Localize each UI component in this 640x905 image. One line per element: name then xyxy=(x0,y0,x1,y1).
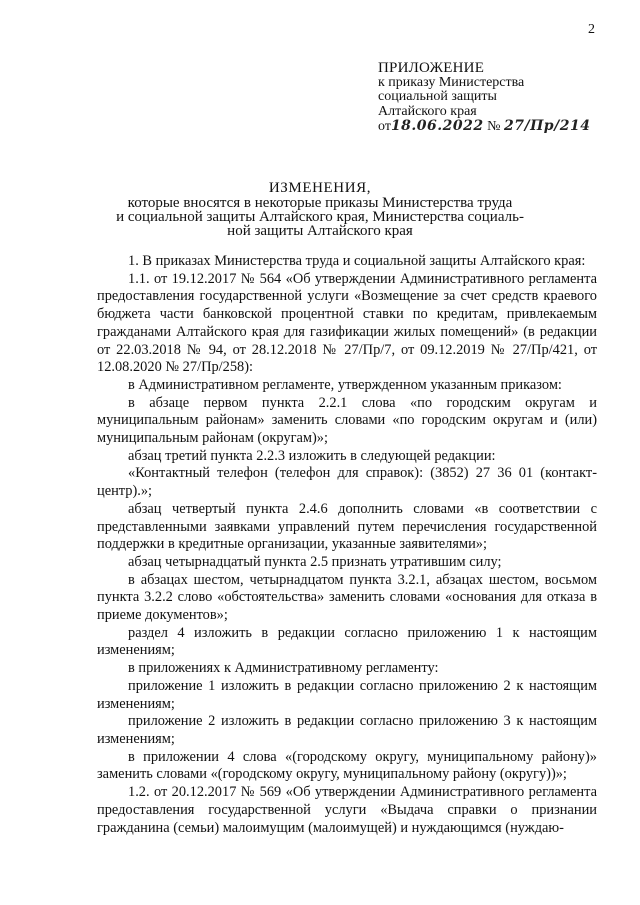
paragraph: 1.1. от 19.12.2017 № 564 «Об утверждении Административного регламента предоставления государственной услуги «Возмещение за счет средств краевого бюджета части банковской процентной ставки по кредитам, привлекаемым гражданами Алтайского края для газификации жилых помещений» (в редакции от 22.03.2018 № 94, от 28.12.2018 № 27/Пр/7, от 09.12.2019 № 27/Пр/421, от 12.08.2020 № 27/Пр/258): xyxy=(97,270,597,376)
appendix-date-line xyxy=(378,119,618,135)
title-line-1: ИЗМЕНЕНИЯ, xyxy=(268,180,372,196)
title-line-3: и социальной защиты Алтайского края, Министерства социаль- xyxy=(116,209,524,225)
appendix-block xyxy=(378,61,618,135)
number-prefix: № xyxy=(487,119,501,134)
page-number: 2 xyxy=(588,22,595,37)
title-line-4: ной защиты Алтайского края xyxy=(227,223,413,239)
handwritten-number: 27/Пр/214 xyxy=(503,118,591,134)
document-body xyxy=(97,253,597,837)
paragraph: в абзацах шестом, четырнадцатом пункта 3.2.1, абзацах шестом, восьмом пункта 3.2.2 слово «обстоятельства» заменить словами «основания для отказа в приеме документов»; xyxy=(97,571,597,624)
title-line-2: которые вносятся в некоторые приказы Министерства труда xyxy=(127,195,513,211)
handwritten-date: 18.06.2022 xyxy=(390,118,484,134)
paragraph: 1.2. от 20.12.2017 № 569 «Об утверждении Административного регламента предоставления государственной услуги «Выдача справки о признании гражданина (семьи) малоимущим (малоимущей) и нуждающимся (нуждаю- xyxy=(97,784,597,836)
paragraph: 1. В приказах Министерства труда и социальной защиты Алтайского края: xyxy=(128,253,586,269)
appendix-heading: ПРИЛОЖЕНИЕ xyxy=(378,60,485,76)
paragraph: абзац четырнадцатый пункта 2.5 признать утратившим силу; xyxy=(128,553,502,570)
paragraph: в абзаце первом пункта 2.2.1 слова «по городским округам и муниципальным районам» заменить словами «по городским округам и (или) муниципальным районам (округам)»; xyxy=(97,394,597,447)
appendix-line-3: Алтайского края xyxy=(378,103,477,119)
paragraph: «Контактный телефон (телефон для справок): (3852) 27 36 01 (контакт-центр).»; xyxy=(97,465,597,500)
paragraph: в приложениях к Административному регламенту: xyxy=(128,660,439,677)
appendix-line-1: к приказу Министерства xyxy=(378,74,525,90)
paragraph: в приложении 4 слова «(городскому округу, муниципальному району)» заменить словами «(городскому округу, муниципальному району (округу))»; xyxy=(97,748,597,783)
appendix-line-2: социальной защиты xyxy=(378,89,497,104)
document-title xyxy=(100,181,540,238)
paragraph: абзац третий пункта 2.2.3 изложить в следующей редакции: xyxy=(128,447,496,464)
paragraph: приложение 2 изложить в редакции согласно приложению 3 к настоящим изменениям; xyxy=(97,713,597,747)
paragraph: в Административном регламенте, утвержденном указанным приказом: xyxy=(128,376,562,393)
paragraph: приложение 1 изложить в редакции согласно приложению 2 к настоящим изменениям; xyxy=(97,677,597,712)
paragraph: абзац четвертый пункта 2.4.6 дополнить словами «в соответствии с представленными заявками управлений путем перечисления государственной поддержки в кредитные организации, указанные заявителями»; xyxy=(97,500,597,553)
paragraph: раздел 4 изложить в редакции согласно приложению 1 к настоящим изменениям; xyxy=(97,624,597,659)
date-prefix: от xyxy=(378,119,391,134)
